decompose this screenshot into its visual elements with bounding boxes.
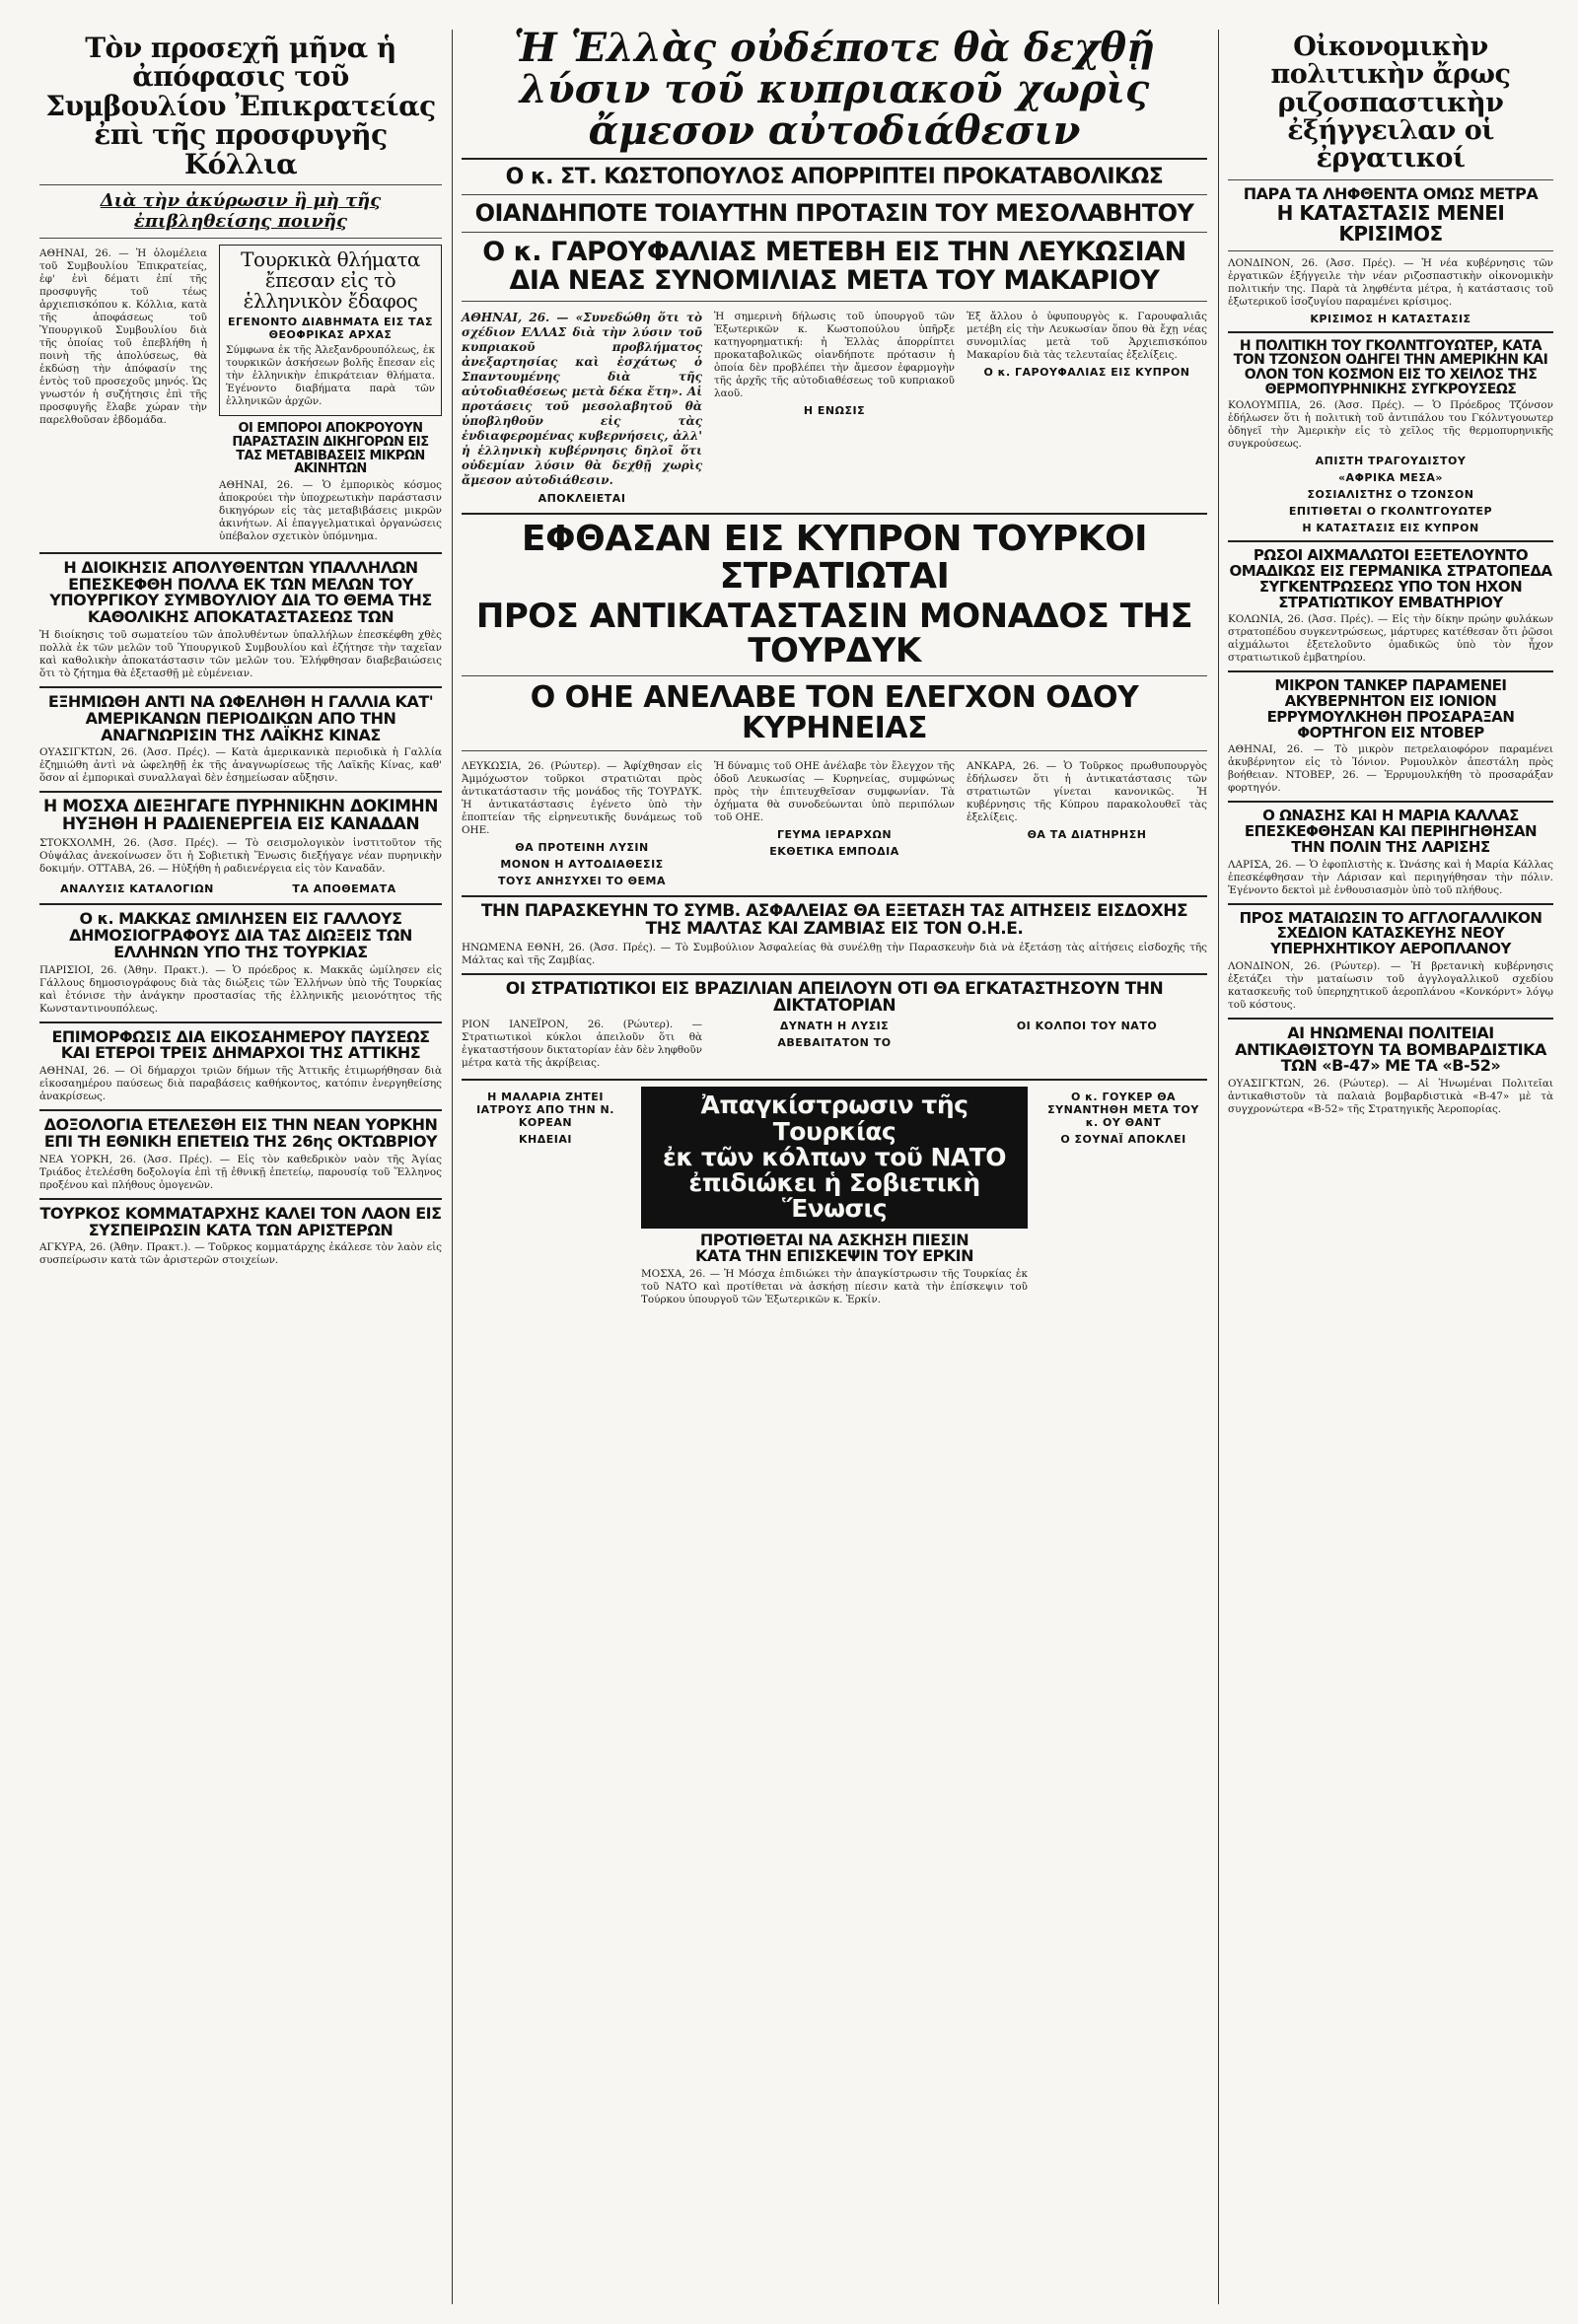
caption-apist: ΑΠΙΣΤΗ ΤΡΑΓΟΥΔΙΣΤΟΥ [1315,455,1467,468]
nato-headline-2: ἐκ τῶν κόλπων τοῦ ΝΑΤΟ [662,1142,1007,1171]
article-text: ΑΘΗΝΑΙ, 26. — Ἡ ὁλομέλεια τοῦ Συμβουλίου Ἐπικρατείας, ἐφ' ἑνὶ δέματι ἐπί τῆς προσφυγῆς τοῦ τέως ἀρχιεπισκόπου κ. Κόλλια, κατὰ τῆς ἀποφάσεως τοῦ Ὑπουργικοῦ Συμβουλίου διὰ τῆς ὁποίας τοῦ ἐπεβλήθη ἡ ποινὴ τῆς ἀπολύσεως, θὰ ἐκδώσῃ τὴν ἀπόφασίν της ἐντὸς τοῦ προσεχοῦς μηνός. Ὡς γνωστόν ἡ συζήτησις ἐπὶ τῆς προσφυγῆς ἔλαβε χώραν τὴν παρελθοῦσαν ἑβδομάδα. [39,247,207,427]
right-lead-headline: Οἰκονομικὴν πολιτικὴν ἄρως ριζοσπαστικὴν ἐξήγγειλαν οἱ ἐργατικοί [1270,32,1511,175]
lead-headline: Τὸν προσεχῆ μῆνα ἡ ἀπόφασις τοῦ Συμβουλίου Ἐπικρατείας ἐπὶ τῆς προσφυγῆς Κόλλια [45,32,436,180]
headline-goldwater: Η ΠΟΛΙΤΙΚΗ ΤΟΥ ΓΚΟΛΝΤΓΟΥΩΤΕΡ, ΚΑΤΑ ΤΟΝ ΤΖΟΝΣΟΝ ΟΔΗΓΕΙ ΤΗΝ ΑΜΕΡΙΚΗΝ ΚΑΙ ΟΛΟΝ ΤΟΝ ΚΟΣΜΟΝ ΕΙΣ ΤΟ ΧΕΙΛΟΣ ΤΗΣ ΘΕΡΜΟΠΥΡΗΝΙΚΗΣ ΣΥΓΚΡΟΥΣΕΩΣ [1233,337,1548,397]
sub-headline-3: Ο κ. ΓΑΡΟΥΦΑΛΙΑΣ ΜΕΤΕΒΗ ΕΙΣ ΤΗΝ ΛΕΥΚΩΣΙΑΝ ΔΙΑ ΝΕΑΣ ΣΥΝΟΜΙΛΙΑΣ ΜΕΤΑ ΤΟΥ ΜΑΚΑΡΙΟΥ [482,237,1186,296]
nato-sub-2: ΚΑΤΑ ΤΗΝ ΕΠΙΣΚΕΨΙΝ ΤΟΥ ΕΡΚΙΝ [694,1246,974,1266]
nato-headline-3: ἐπιδιώκει ἡ Σοβιετικὴ Ἕνωσις [688,1168,980,1224]
inset-title: Τουρκικὰ θλήματα ἔπεσαν εἰς τὸ ἑλληνικὸν ἔδαφος [241,247,420,314]
right-sub-1: ΠΑΡΑ ΤΑ ΛΗΦΘΕΝΤΑ ΟΜΩΣ ΜΕΤΡΑ [1243,183,1539,203]
caption-garoufalias: Ο κ. ΓΑΡΟΥΦΑΛΙΑΣ ΕΙΣ ΚΥΠΡΟΝ [983,365,1190,379]
column-rule [1218,30,1219,2304]
inset2-text: ΑΘΗΝΑΙ, 26. — Ὁ ἐμπορικὸς κόσμος ἀποκρούει τὴν ὑποχρεωτικὴν παράστασιν δικηγόρων εἰς τὰς μεταβιβάσεις μικρῶν ἀκινήτων. Αἱ ἐπαγγελματικαὶ ὀργανώσεις ὑπέβαλον σχετικὸν ὑπόμνημα. [219,478,442,542]
caption-afrika: «ΑΦΡΙΚΑ ΜΕΣΑ» [1337,471,1444,485]
article-text: ΝΕΑ ΥΟΡΚΗ, 26. (Ἀσσ. Πρές). — Εἰς τὸν καθεδρικὸν ναὸν τῆς Ἁγίας Τριάδος ἐτελέσθη δοξολογία ἐπὶ τῇ ἐθνικῇ ἐπετείῳ, παρουσίᾳ τοῦ Ἕλληνος προξένου καὶ πλήθους ὁμογενῶν. [39,1153,442,1191]
caption-malaria: Η ΜΑΛΑΡΙΑ ΖΗΤΕΙ ΙΑΤΡΟΥΣ ΑΠΟ ΤΗΝ Ν. ΚΟΡΕΑΝ [476,1091,614,1130]
nato-headline-box [641,1087,1028,1228]
caption-mono: ΜΟΝΟΝ Η ΑΥΤΟΔΙΑΘΕΣΙΣ [500,857,664,871]
big-headline-1: ΕΦΘΑΣΑΝ ΕΙΣ ΚΥΠΡΟΝ ΤΟΥΡΚΟΙ ΣΤΡΑΤΙΩΤΑΙ [521,518,1148,597]
article-text: ΛΟΝΔΙΝΟΝ, 26. (Ρώυτερ). — Ἡ βρετανικὴ κυβέρνησις ἐξετάζει τὴν ματαίωσιν τοῦ ἀγγλογαλλικοῦ σχεδίου κατασκευῆς τοῦ ὑπερηχητικοῦ ἀεροπλάνου «Κονκόρντ» λόγῳ τοῦ κόστους. [1228,959,1553,1011]
caption-avev: ΑΒΕΒΑΙΤΑΤΟΝ ΤΟ [777,1036,892,1050]
lead-article-text: ΑΘΗΝΑΙ, 26. — «Συνεδώθη ὅτι τὸ σχέδιον ΕΛΛΑΣ διὰ τὴν λύσιν τοῦ κυπριακοῦ προβλήματος ἀνεξαρτησίας καὶ ἐσχάτως ὁ Σπαντουμένης διὰ τῆς αὐτοδιαθέσεως μετὰ δέκα ἔτη». Αἱ προτάσεις τοῦ μεσολαβητοῦ θὰ ὑποβληθοῦν εἰς τὰς ἐνδιαφερομένας κυβερνήσεις, ἀλλ' ἡ ἑλληνικὴ κυβέρνησις δηλοῖ ὅτι οὐδεμίαν λύσιν θὰ δεχθῇ χωρὶς ἄμεσον αὐτοδιάθεσιν. [462,310,702,487]
headline-doxologia: ΔΟΞΟΛΟΓΙΑ ΕΤΕΛΕΣΘΗ ΕΙΣ ΤΗΝ ΝΕΑΝ ΥΟΡΚΗΝ ΕΠΙ ΤΗ ΕΘΝΙΚΗ ΕΠΕΤΕΙΩ ΤΗΣ 26ης ΟΚΤΩΒΡΙΟΥ [43,1115,438,1151]
inset2-title: ΟΙ ΕΜΠΟΡΟΙ ΑΠΟΚΡΟΥΟΥΝ ΠΑΡΑΣΤΑΣΙΝ ΔΙΚΗΓΟΡΩΝ ΕΙΣ ΤΑΣ ΜΕΤΑΒΙΒΑΣΕΙΣ ΜΙΚΡΩΝ ΑΚΙΝΗΤΩΝ [232,421,429,477]
caption-krisimos: ΚΡΙΣΙΜΟΣ Η ΚΑΤΑΣΤΑΣΙΣ [1310,312,1471,325]
article-text: ΜΟΣΧΑ, 26. — Ἡ Μόσχα ἐπιδιώκει τὴν ἀπαγκίστρωσιν τῆς Τουρκίας ἐκ τοῦ ΝΑΤΟ καὶ προτίθεται νὰ ἀσκήσῃ πίεσιν κατὰ τὴν ἐπίσκεψιν τοῦ Τούρκου ὑπουργοῦ τῶν Ἐξωτερικῶν κ. Ἐρκίν. [641,1268,1028,1306]
article-text: ΑΘΗΝΑΙ, 26. — Οἱ δήμαρχοι τριῶν δήμων τῆς Ἀττικῆς ἐτιμωρήθησαν διὰ εἰκοσαημέρου παύσεως διὰ παραβάσεις καθήκοντος, κατόπιν ἐνεργηθείσης ἀνακρίσεως. [39,1065,442,1103]
caption-analysis: ΑΝΑΛΥΣΙΣ ΚΑΤΑΛΟΓΙΩΝ [60,882,214,896]
headline-b52: ΑΙ ΗΝΩΜΕΝΑΙ ΠΟΛΙΤΕΙΑΙ ΑΝΤΙΚΑΘΙΣΤΟΥΝ ΤΑ ΒΟΜΒΑΡΔΙΣΤΙΚΑ ΤΩΝ «Β-47» ΜΕ ΤΑ «Β-52» [1235,1022,1546,1076]
headline-dioikisis: Η ΔΙΟΙΚΗΣΙΣ ΑΠΟΛΥΘΕΝΤΩΝ ΥΠΑΛΛΗΛΩΝ ΕΠΕΣΚΕΦΘΗ ΠΟΛΛΑ ΕΚ ΤΩΝ ΜΕΛΩΝ ΤΟΥ ΥΠΟΥΡΓΙΚΟΥ ΣΥΜΒΟΥΛΙΟΥ ΔΙΑ ΤΟ ΘΕΜΑ ΤΗΣ ΚΑΘΟΛΙΚΗΣ ΑΠΟΚΑΤΑΣΤΑΣΕΩΣ ΤΩΝ [49,557,432,627]
caption-stock: ΤΑ ΑΠΟΘΕΜΑΤΑ [292,882,396,896]
article-text: ΚΟΛΟΥΜΠΙΑ, 26. (Ἀσσ. Πρές). — Ὁ Πρόεδρος Τζόνσον ἐδήλωσεν ὅτι ἡ πολιτικὴ τοῦ ἀντιπάλου του Γκόλντγουωτερ ὁδηγεῖ τὴν Ἀμερικὴν εἰς τὸ χεῖλος τῆς θερμοπυρηνικῆς συγκρούσεως. [1228,399,1553,451]
caption-enosis: Η ΕΝΩΣΙΣ [803,403,866,417]
right-column [1228,0,1553,1119]
caption-sos: ΣΟΣΙΑΛΙΣΤΗΣ Ο ΤΖΟΝΣΟΝ [1307,488,1474,502]
article-text: ΠΑΡΙΣΙΟΙ, 26. (Ἀθην. Πρακτ.). — Ὁ πρόεδρος κ. Μακκᾶς ὡμίλησεν εἰς Γάλλους δημοσιογράφους διὰ τὰς διώξεις τῶν Ἑλλήνων ὑπὸ τῆς Τουρκίας καὶ ἐτόνισε τὴν ἀνάγκην προστασίας τῆς ἑλληνικῆς μειονότητος τῆς Κωνσταντινουπόλεως. [39,963,442,1015]
nato-sub-1: ΠΡΟΤΙΘΕΤΑΙ ΝΑ ΑΣΚΗΣΗ ΠΙΕΣΙΝ [699,1230,969,1249]
caption-thema: ΤΟΥΣ ΑΝΗΣΥΧΕΙ ΤΟ ΘΕΜΑ [498,874,666,887]
caption-lysi: ΘΑ ΠΡΟΤΕΙΝΗ ΛΥΣΙΝ [515,840,649,854]
article-text: ΚΟΛΩΝΙΑ, 26. (Ἀσσ. Πρές). — Εἰς τὴν δίκην πρώην φυλάκων στρατοπέδου συγκεντρώσεως, μάρτυρες κατέθεσαν ὅτι ῥῶσοι αἰχμάλωτοι ἐξετελοῦντο ὁμαδικῶς ὑπὸ τὸν ἦχον στρατιωτικοῦ ἐμβατηρίου. [1228,613,1553,665]
caption-ierarx: ΓΕΥΜΑ ΙΕΡΑΡΧΩΝ [776,827,893,841]
big-headline-2: ΠΡΟΣ ΑΝΤΙΚΑΤΑΣΤΑΣΙΝ ΜΟΝΑΔΟΣ ΤΗΣ ΤΟΥΡΔΥΚ [475,596,1193,671]
headline-dimarchoi: ΕΠΙΜΟΡΦΩΣΙΣ ΔΙΑ ΕΙΚΟΣΑΗΜΕΡΟΥ ΠΑΥΣΕΩΣ ΚΑΙ ΕΤΕΡΟΙ ΤΡΕΙΣ ΔΗΜΑΡΧΟΙ ΤΗΣ ΑΤΤΙΚΗΣ [51,1026,430,1063]
sub-headline-2: ΟΙΑΝΔΗΠΟΤΕ ΤΟΙΑΥΤΗΝ ΠΡΟΤΑΣΙΝ ΤΟΥ ΜΕΣΟΛΑΒΗΤΟΥ [474,199,1194,228]
article-text: ΑΝΚΑΡΑ, 26. — Ὁ Τοῦρκος πρωθυπουργὸς ἐδήλωσεν ὅτι ἡ ἀντικατάστασις τῶν στρατιωτῶν γίνεται κανονικῶς. Ἡ κυβέρνησις τῆς Κύπρου παρακολουθεῖ τὰς ἐξελίξεις. [967,759,1207,823]
article-text: ΛΕΥΚΩΣΙΑ, 26. (Ρώυτερ). — Ἀφίχθησαν εἰς Ἀμμόχωστον τοῦρκοι στρατιῶται πρὸς ἀντικατάστασιν τῆς μονάδος τῆς ΤΟΥΡΔΥΚ. Ἡ ἀντικατάστασις ἐγένετο ὑπὸ τὴν ἐποπτείαν τῆς εἰρηνευτικῆς δυνάμεως τοῦ ΟΗΕ. [462,759,702,836]
caption-gouker: Ο κ. ΓΟΥΚΕΡ ΘΑ ΣΥΝΑΝΤΗΘΗ ΜΕΤΑ ΤΟΥ κ. ΟΥ ΘΑΝΤ [1047,1091,1199,1130]
article-text: ΛΑΡΙΣΑ, 26. — Ὁ ἐφοπλιστὴς κ. Ὠνάσης καὶ ἡ Μαρία Κάλλας ἐπεσκέφθησαν τὴν Λάρισαν καὶ περιηγήθησαν τὴν πόλιν. Ἐγένοντο δεκτοὶ μὲ ἐνθουσιασμὸν ὑπὸ τοῦ πλήθους. [1228,858,1553,896]
headline-moscha: Η ΜΟΣΧΑ ΔΙΕΞΗΓΑΓΕ ΠΥΡΗΝΙΚΗΝ ΔΟΚΙΜΗΝ ΗΥΞΗΘΗ Η ΡΑΔΙΕΝΕΡΓΕΙΑ ΕΙΣ ΚΑΝΑΔΑΝ [42,797,439,835]
article-text: Ἡ δύναμις τοῦ ΟΗΕ ἀνέλαβε τὸν ἔλεγχον τῆς ὁδοῦ Λευκωσίας — Κυρηνείας, συμφώνως πρὸς τὴν ἐπιτευχθεῖσαν συμφωνίαν. Τὰ ὀχήματα θὰ συνοδεύωνται ὑπὸ περιπόλων τοῦ ΟΗΕ. [714,759,955,823]
article-text: ΛΟΝΔΙΝΟΝ, 26. (Ἀσσ. Πρές). — Ἡ νέα κυβέρνησις τῶν ἐργατικῶν ἐξήγγειλε τὴν νέαν ριζοσπαστικὴν οἰκονομικὴν πολιτικήν της. Παρὰ τὰ ληφθέντα μέτρα, ἡ κατάστασις τοῦ ἐξωτερικοῦ ἰσοζυγίου παραμένει κρίσιμος. [1228,256,1553,308]
article-text: Ἡ διοίκησις τοῦ σωματείου τῶν ἀπολυθέντων ὑπαλλήλων ἐπεσκέφθη χθὲς πολλὰ ἐκ τῶν μελῶν τοῦ Ὑπουργικοῦ Συμβουλίου καὶ ἐζήτησε τὴν ταχεῖαν καὶ καθολικὴν ἀποκατάστασιν τῶν μελῶν του. Ἐλήφθησαν διαβεβαιώσεις ὅτι τὸ ζήτημα θὰ ἐξετασθῇ μὲ εὐμένειαν. [39,629,442,680]
lead-article-text: Ἡ σημερινὴ δήλωσις τοῦ ὑπουργοῦ τῶν Ἐξωτερικῶν κ. Κωστοπούλου ὑπῆρξε κατηγορηματική: ἡ Ἑλλὰς ἀπορρίπτει προκαταβολικῶς οἱανδήποτε πρότασιν ἡ ὁποία δὲν προβλέπει τὴν ἄμεσον ἐφαρμογὴν τῆς ἀρχῆς τῆς αὐτοδιαθέσεως τοῦ κυπριακοῦ λαοῦ. [714,310,955,399]
caption-kolpoi: ΟΙ ΚΟΛΠΟΙ ΤΟΥ ΝΑΤΟ [1016,1020,1158,1033]
nato-headline-1: Ἀπαγκίστρωσιν τῆς Τουρκίας [700,1091,968,1146]
center-column [462,0,1207,1309]
article-text: ΣΤΟΚΧΟΛΜΗ, 26. (Ἀσσ. Πρές). — Τὸ σεισμολογικὸν ἰνστιτοῦτον τῆς Οὐψάλας ἀνεκοίνωσεν ὅτι ἡ Σοβιετικὴ Ἕνωσις διεξήγαγε νέαν πυρηνικὴν δοκιμήν. ΟΤΤΑΒΑ, 26. — Ηὐξήθη ἡ ραδιενέργεια εἰς τὸν Καναδᾶν. [39,837,442,876]
article-text: ΑΓΚΥΡΑ, 26. (Ἀθην. Πρακτ.). — Τοῦρκος κομματάρχης ἐκάλεσε τὸν λαὸν εἰς συσπείρωσιν κατὰ τῶν ἀριστερῶν στοιχείων. [39,1241,442,1267]
headline-makkas: Ο κ. ΜΑΚΚΑΣ ΩΜΙΛΗΣΕΝ ΕΙΣ ΓΑΛΛΟΥΣ ΔΗΜΟΣΙΟΓΡΑΦΟΥΣ ΔΙΑ ΤΑΣ ΔΙΩΞΕΙΣ ΤΩΝ ΕΛΛΗΝΩΝ ΥΠΟ ΤΗΣ ΤΟΥΡΚΙΑΣ [69,909,412,961]
caption-epit: ΕΠΙΤΙΘΕΤΑΙ Ο ΓΚΟΛΝΤΓΟΥΩΤΕΡ [1288,505,1493,519]
lead-article-text: Ἐξ ἄλλου ὁ ὑφυπουργὸς κ. Γαρουφαλιᾶς μετέβη εἰς τὴν Λευκωσίαν ὅπου θὰ ἔχῃ νέας συνομιλίας μετὰ τοῦ Ἀρχιεπισκόπου Μακαρίου διὰ τὰς τελευταίας ἐξελίξεις. [967,310,1207,361]
article-text: ΗΝΩΜΕΝΑ ΕΘΝΗ, 26. (Ἀσσ. Πρές). — Τὸ Συμβούλιον Ἀσφαλείας θὰ συνέλθῃ τὴν Παρασκευὴν διὰ νὰ ἐξετάσῃ τὰς αἰτήσεις εἰσδοχῆς τῆς Μάλτας καὶ τῆς Ζαμβίας. [462,941,1207,966]
article-text: ΟΥΑΣΙΓΚΤΩΝ, 26. (Ἀσσ. Πρές). — Κατὰ ἀμερικανικὰ περιοδικὰ ἡ Γαλλία ἐζημιώθη ἀντὶ νὰ ὠφεληθῇ ἐκ τῆς ἀναγνωρίσεως τῆς Λαϊκῆς Κίνας, καθ' ὅσον αἱ ἐμπορικαὶ συναλλαγαὶ δὲν ἐσημείωσαν αὔξησιν. [39,746,442,785]
headline-onasis: Ο ΩΝΑΣΗΣ ΚΑΙ Η ΜΑΡΙΑ ΚΑΛΛΑΣ ΕΠΕΣΚΕΦΘΗΣΑΝ ΚΑΙ ΠΕΡΙΗΓΗΘΗΣΑΝ ΤΗΝ ΠΟΛΙΝ ΤΗΣ ΛΑΡΙΣΗΣ [1244,807,1538,856]
big-headline-3: Ο ΟΗΕ ΑΝΕΛΑΒΕ ΤΟΝ ΕΛΕΓΧΟΝ ΟΔΟΥ ΚΥΡΗΝΕΙΑΣ [530,679,1139,746]
headline-symvoulio: ΤΗΝ ΠΑΡΑΣΚΕΥΗΝ ΤΟ ΣΥΜΒ. ΑΣΦΑΛΕΙΑΣ ΘΑ ΕΞΕΤΑΣΗ ΤΑΣ ΑΙΤΗΣΕΙΣ ΕΙΣΔΟΧΗΣ ΤΗΣ ΜΑΛΤΑΣ ΚΑΙ ΖΑΜΒΙΑΣ ΕΙΣ ΤΟΝ Ο.Η.Ε. [480,900,1188,939]
inset-box [219,245,442,416]
caption-katas: Η ΚΑΤΑΣΤΑΣΙΣ ΕΙΣ ΚΥΠΡΟΝ [1302,522,1479,535]
caption-kideiai: ΚΗΔΕΙΑΙ [519,1133,572,1147]
caption-ekth: ΕΚΘΕΤΙΚΑ ΕΜΠΟΔΙΑ [769,844,899,858]
headline-gallia: ΕΞΗΜΙΩΘΗ ΑΝΤΙ ΝΑ ΩΦΕΛΗΘΗ Η ΓΑΛΛΙΑ ΚΑΤ' ΑΜΕΡΙΚΑΝΩΝ ΠΕΡΙΟΔΙΚΩΝ ΑΠΟ ΤΗΝ ΑΝΑΓΝΩΡΙΣΙΝ ΤΗΣ ΛΑΪΚΗΣ ΚΙΝΑΣ [47,692,434,744]
headline-rosoi: ΡΩΣΟΙ ΑΙΧΜΑΛΩΤΟΙ ΕΞΕΤΕΛΟΥΝΤΟ ΟΜΑΔΙΚΩΣ ΕΙΣ ΓΕΡΜΑΝΙΚΑ ΣΤΡΑΤΟΠΕΔΑ ΣΥΓΚΕΝΤΡΩΣΕΩΣ ΥΠΟ ΤΟΝ ΗΧΟΝ ΣΤΡΑΤΙΩΤΙΚΟΥ ΕΜΒΑΤΗΡΙΟΥ [1229,546,1552,611]
article-text: ΟΥΑΣΙΓΚΤΩΝ, 26. (Ρώυτερ). — Αἱ Ἡνωμέναι Πολιτεῖαι ἀντικαθιστοῦν τὰ παλαιὰ βομβαρδιστικὰ «Β-47» μὲ τὰ συγχρονώτερα «Β-52» τῆς Στρατηγικῆς Ἀεροπορίας. [1228,1078,1553,1116]
article-text: ΑΘΗΝΑΙ, 26. — Τὸ μικρὸν πετρελαιοφόρον παραμένει ἀκυβέρνητον εἰς τὸ Ἰόνιον. Ρυμουλκὸν ἀπεστάλη πρὸς βοήθειαν. ΝΤΟΒΕΡ, 26. — Ἐρρυμουλκήθη τὸ προσαράξαν φορτηγόν. [1228,743,1553,795]
headline-tanker: ΜΙΚΡΟΝ ΤΑΝΚΕΡ ΠΑΡΑΜΕΝΕΙ ΑΚΥΒΕΡΝΗΤΟΝ ΕΙΣ ΙΟΝΙΟΝ [1274,676,1507,711]
headline-brazil: ΟΙ ΣΤΡΑΤΙΩΤΙΚΟΙ ΕΙΣ ΒΡΑΖΙΛΙΑΝ ΑΠΕΙΛΟΥΝ ΟΤΙ ΘΑ ΕΓΚΑΤΑΣΤΗΣΟΥΝ ΤΗΝ ΔΙΚΤΑΤΟΡΙΑΝ [505,978,1164,1017]
sub-headline-1: Ο κ. ΣΤ. ΚΩΣΤΟΠΟΥΛΟΣ ΑΠΟΡΡΙΠΤΕΙ ΠΡΟΚΑΤΑΒΟΛΙΚΩΣ [505,165,1164,189]
inset-text: Σύμφωνα ἐκ τῆς Ἀλεξανδρουπόλεως, ἐκ τουρκικῶν ἀσκήσεων βολῆς ἔπεσαν εἰς τὴν ἑλληνικὴν ἐπικράτειαν θλήματα. Ἐγένοντο διαβήματα παρὰ τῶν ἑλληνικῶν ἀρχῶν. [226,344,435,408]
caption-soulai: Ο ΣΟΥΝΑΪ ΑΠΟΚΛΕΙ [1060,1133,1186,1147]
left-column [39,0,442,1270]
headline-aeroplano: ΠΡΟΣ ΜΑΤΑΙΩΣΙΝ ΤΟ ΑΓΓΛΟΓΑΛΛΙΚΟΝ ΣΧΕΔΙΟΝ ΚΑΤΑΣΚΕΥΗΣ ΝΕΟΥ ΥΠΕΡΗΧΗΤΙΚΟΥ ΑΕΡΟΠΛΑΝΟΥ [1239,908,1542,958]
inset-caption: ΕΓΕΝΟΝΤΟ ΔΙΑΒΗΜΑΤΑ ΕΙΣ ΤΑΣ ΘΕΟΦΡΙΚΑΣ ΑΡΧΑΣ [228,316,433,342]
caption-apokleietai: ΑΠΟΚΛΕΙΕΤΑΙ [538,491,626,505]
main-banner: Ἡ Ἑλλὰς οὐδέποτε θὰ δεχθῇ λύσιν τοῦ κυπριακοῦ χωρὶς ἄμεσον αὐτοδιάθεσιν [513,25,1156,154]
column-rule [452,30,453,2304]
caption-diatr: ΘΑ ΤΑ ΔΙΑΤΗΡΗΣΗ [1027,827,1147,841]
lead-subheadline: Διὰ τὴν ἀκύρωσιν ἢ μὴ τῆς ἐπιβληθείσης ποινῆς [100,189,382,232]
headline-tourkos: ΤΟΥΡΚΟΣ ΚΟΜΜΑΤΑΡΧΗΣ ΚΑΛΕΙ ΤΟΝ ΛΑΟΝ ΕΙΣ ΣΥΣΠΕΙΡΩΣΙΝ ΚΑΤΑ ΤΩΝ ΑΡΙΣΤΕΡΩΝ [39,1203,442,1239]
article-text: ΡΙΟΝ ΙΑΝΕΪΡΟΝ, 26. (Ρώυτερ). — Στρατιωτικοὶ κύκλοι ἀπειλοῦν ὅτι θὰ ἐγκαταστήσουν δικτατορίαν ἐὰν δὲν ληφθοῦν μέτρα κατὰ τῆς ἀκρίβειας. [462,1019,702,1070]
caption-dyn: ΔΥΝΑΤΗ Η ΛΥΣΙΣ [779,1020,890,1033]
headline-forthgo: ΕΡΡΥΜΟΥΛΚΗΘΗ ΠΡΟΣΑΡΑΞΑΝ ΦΟΡΤΗΓΟΝ ΕΙΣ ΝΤΟΒΕΡ [1266,707,1515,741]
right-sub-2: Η ΚΑΤΑΣΤΑΣΙΣ ΜΕΝΕΙ ΚΡΙΣΙΜΟΣ [1276,200,1505,246]
